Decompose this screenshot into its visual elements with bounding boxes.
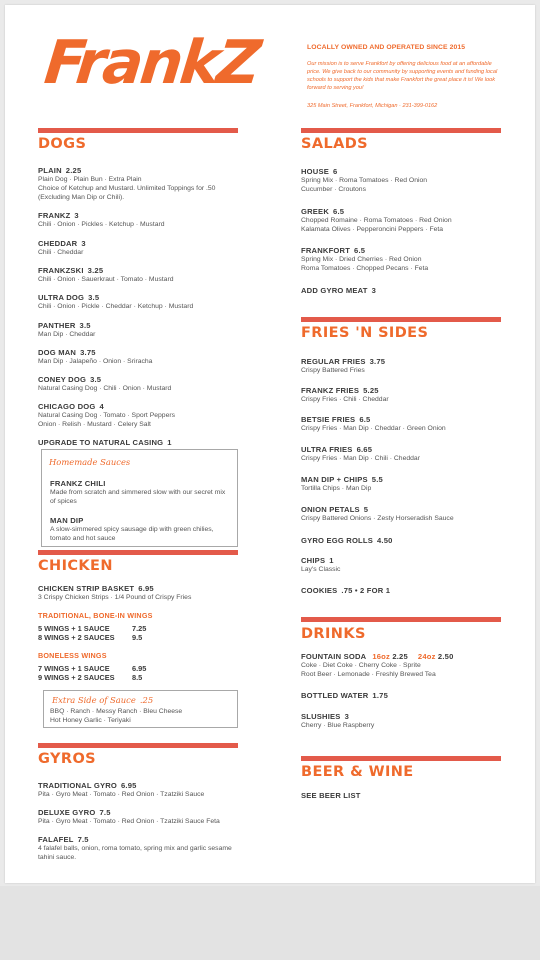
- menu-item-frankz-fries: [301, 386, 506, 405]
- item-desc: Natural Casing Dog · Chili · Onion · Mustard: [38, 385, 172, 392]
- item-price: 1.75: [372, 691, 389, 700]
- item-price: 3: [371, 286, 377, 295]
- item-name: FALAFEL: [38, 835, 74, 844]
- item-name: FOUNTAIN SODA: [301, 652, 367, 661]
- wing-price: 8.5: [132, 673, 143, 682]
- menu-item-frankz-chili: [50, 479, 230, 507]
- section-title-drinks: DRINKS: [301, 626, 366, 642]
- menu-item-frankfort: [301, 246, 506, 274]
- item-name: TRADITIONAL GYRO: [38, 781, 117, 790]
- item-name: ULTRA FRIES: [301, 445, 353, 454]
- soda-price-24: 2.50: [437, 652, 454, 661]
- item-name: BETSIE FRIES: [301, 415, 356, 424]
- see-beer-list: [301, 791, 511, 800]
- item-name: HOUSE: [301, 167, 330, 176]
- menu-item-greek: [301, 207, 506, 235]
- item-name: ONION PETALS: [301, 505, 360, 514]
- item-name: ADD GYRO MEAT: [301, 286, 368, 295]
- item-price: 3: [81, 239, 86, 248]
- item-price: 6.95: [138, 584, 154, 593]
- menu-item-man-dip-chips: [301, 475, 506, 494]
- section-title-beer: BEER & WINE: [301, 764, 414, 780]
- extra-sauce-label: Extra Side of Sauce: [52, 695, 136, 705]
- item-price: 6.5: [354, 246, 366, 255]
- menu-item-gyro-egg-rolls: [301, 536, 506, 545]
- menu-item-ultra-fries: [301, 445, 506, 464]
- section-bar-dogs: [38, 128, 238, 133]
- wing-label: 8 WINGS + 2 SAUCES: [38, 633, 115, 642]
- wing-row: [38, 673, 143, 682]
- wing-label: 9 WINGS + 2 SAUCES: [38, 673, 115, 682]
- address-phone: 325 Main Street, Frankfort, Michigan · 231-399-0162: [307, 103, 438, 109]
- menu-item-upgrade-to-natural-casing: [38, 438, 243, 447]
- frankz-logo: FrankZ: [41, 28, 262, 98]
- item-desc: Man Dip · Jalapeño · Onion · Sriracha: [38, 358, 153, 365]
- menu-item-add-gyro-meat: [301, 286, 506, 295]
- item-price: 6: [333, 167, 338, 176]
- background-area: [0, 886, 540, 960]
- menu-item-regular-fries: [301, 357, 506, 376]
- menu-item-dog-man: [38, 348, 243, 367]
- item-price: 3.75: [369, 357, 386, 366]
- wing-label: 7 WINGS + 1 SAUCE: [38, 664, 110, 673]
- item-price: 5.25: [363, 386, 379, 395]
- item-desc: Plain Dog · Plain Bun · Extra Plain Choice of Ketchup and Mustard. Unlimited Toppings for .50 (Excluding Man Dip or Chili).: [38, 176, 216, 201]
- extra-sauce-desc: BBQ · Ranch · Messy Ranch · Bleu Cheese Hot Honey Garlic · Teriyaki: [50, 708, 183, 724]
- menu-item-frankz: [38, 211, 243, 230]
- item-price: 6.5: [333, 207, 345, 216]
- menu-item-chips: [301, 556, 506, 575]
- item-price: 7.5: [77, 835, 89, 844]
- menu-item-cheddar: [38, 239, 243, 258]
- item-price: 3.5: [88, 293, 100, 302]
- extra-sauce-title: [52, 695, 153, 705]
- section-title-dogs: DOGS: [38, 136, 87, 152]
- menu-item-panther: [38, 321, 243, 340]
- item-desc: Cherry · Blue Raspberry: [301, 722, 375, 729]
- item-desc: Chili · Onion · Pickle · Cheddar · Ketchup · Mustard: [38, 303, 194, 310]
- traditional-wings-title: TRADITIONAL, BONE-IN WINGS: [38, 611, 153, 620]
- item-price: 3.75: [80, 348, 96, 357]
- section-bar-chicken: [38, 550, 238, 555]
- menu-page: [5, 5, 535, 883]
- item-desc: Spring Mix · Roma Tomatoes · Red Onion Cucumber · Croutons: [301, 177, 428, 193]
- item-desc: Crispy Fries · Chili · Cheddar: [301, 396, 389, 403]
- soda-size-24: 24oz: [417, 652, 436, 661]
- section-bar-beer: [301, 756, 501, 761]
- item-name: FRANKFORT: [301, 246, 351, 255]
- item-name: CONEY DOG: [38, 375, 87, 384]
- menu-item-onion-petals: [301, 505, 506, 524]
- item-price: 3.5: [90, 375, 102, 384]
- item-desc: Chili · Onion · Sauerkraut · Tomato · Mustard: [38, 276, 174, 283]
- item-name: FRANKZ FRIES: [301, 386, 360, 395]
- menu-item-chicago-dog: [38, 402, 243, 430]
- item-name: DELUXE GYRO: [38, 808, 96, 817]
- item-price: 2.25: [65, 166, 82, 175]
- item-price: 7.5: [99, 808, 111, 817]
- item-name: FRANKZSKI: [38, 266, 84, 275]
- item-desc: Crispy Battered Fries: [301, 367, 365, 374]
- item-price: 6.5: [359, 415, 371, 424]
- menu-item-bottled-water: [301, 691, 511, 700]
- menu-item-betsie-fries: [301, 415, 506, 434]
- item-desc: Tortilla Chips · Man Dip: [301, 485, 372, 492]
- item-desc: Coke · Diet Coke · Cherry Coke · Sprite Root Beer · Lemonade · Freshly Brewed Tea: [301, 662, 436, 678]
- item-price: 4: [99, 402, 104, 411]
- section-title-fries: FRIES 'N SIDES: [301, 325, 429, 341]
- menu-item-deluxe-gyro: [38, 808, 243, 827]
- wing-row: [38, 664, 147, 673]
- wing-row: [38, 633, 143, 642]
- item-name: PANTHER: [38, 321, 76, 330]
- item-desc: Chopped Romaine · Roma Tomatoes · Red Onion Kalamata Olives · Pepperoncini Peppers · Feta: [301, 217, 452, 233]
- item-price: 6.65: [356, 445, 373, 454]
- item-desc: 4 falafel balls, onion, roma tomato, spring mix and garlic sesame tahini sauce.: [38, 845, 232, 861]
- item-desc: Spring Mix · Dried Cherries · Red Onion Roma Tomatoes · Chopped Pecans · Feta: [301, 256, 429, 272]
- menu-item-ultra-dog: [38, 293, 243, 312]
- soda-size-16: 16oz: [372, 652, 391, 661]
- wing-price: 9.5: [132, 633, 143, 642]
- item-name: FRANKZ CHILI: [50, 479, 106, 488]
- wing-label: 5 WINGS + 1 SAUCE: [38, 624, 110, 633]
- section-title-salads: SALADS: [301, 136, 369, 152]
- boneless-wings-title: BONELESS WINGS: [38, 651, 107, 660]
- menu-item-cookies: [301, 586, 506, 595]
- wing-row: [38, 624, 147, 633]
- item-price: 3: [74, 211, 79, 220]
- item-name: SLUSHIES: [301, 712, 341, 721]
- item-name: ULTRA DOG: [38, 293, 85, 302]
- item-price: .75 • 2 FOR 1: [341, 586, 391, 595]
- menu-item-traditional-gyro: [38, 781, 243, 800]
- menu-item-man-dip: [50, 516, 230, 544]
- item-desc: Lay's Classic: [301, 566, 341, 573]
- wing-price: 7.25: [132, 624, 147, 633]
- menu-item-plain: [38, 166, 243, 203]
- item-name: REGULAR FRIES: [301, 357, 366, 366]
- item-name: CHICKEN STRIP BASKET: [38, 584, 135, 593]
- menu-item-falafel: [38, 835, 243, 863]
- menu-item-slushies: [301, 712, 511, 731]
- item-desc: Pita · Gyro Meat · Tomato · Red Onion · Tzatziki Sauce Feta: [38, 818, 220, 825]
- item-name: COOKIES: [301, 586, 338, 595]
- mission-statement: Our mission is to serve Frankfort by offering delicious food at an affordable price. We give back to our community by supporting events and funding local schools to support the kids that make Frankfort the great place it is! We look forward to serving you!: [307, 61, 498, 92]
- item-desc: Pita · Gyro Meat · Tomato · Red Onion · Tzatziki Sauce: [38, 791, 205, 798]
- item-price: 3.25: [87, 266, 104, 275]
- item-name: PLAIN: [38, 166, 62, 175]
- item-desc: 3 Crispy Chicken Strips · 1/4 Pound of Crispy Fries: [38, 594, 192, 601]
- item-name: GYRO EGG ROLLS: [301, 536, 373, 545]
- item-price: 1: [167, 438, 172, 447]
- item-price: 5.5: [371, 475, 383, 484]
- section-title-gyros: GYROS: [38, 751, 97, 767]
- item-desc: Made from scratch and simmered slow with our secret mix of spices: [50, 489, 226, 505]
- menu-item-chicken-strip-basket: [38, 584, 248, 603]
- section-bar-gyros: [38, 743, 238, 748]
- item-name: CHIPS: [301, 556, 326, 565]
- item-desc: Crispy Fries · Man Dip · Chili · Cheddar: [301, 455, 420, 462]
- section-bar-fries: [301, 317, 501, 322]
- item-name: GREEK: [301, 207, 330, 216]
- item-price: 6.95: [121, 781, 137, 790]
- item-desc: Chili · Cheddar: [38, 249, 84, 256]
- homemade-sauces-title: Homemade Sauces: [49, 457, 131, 467]
- item-desc: Chili · Onion · Pickles · Ketchup · Mustard: [38, 221, 165, 228]
- item-price: 4.50: [377, 536, 393, 545]
- menu-item-house: [301, 167, 506, 195]
- see-beer-list-label: SEE BEER LIST: [301, 791, 361, 800]
- item-name: MAN DIP + CHIPS: [301, 475, 368, 484]
- item-name: UPGRADE TO NATURAL CASING: [38, 438, 164, 447]
- item-desc: Natural Casing Dog · Tomato · Sport Peppers Onion · Relish · Mustard · Celery Salt: [38, 412, 176, 428]
- item-price: 1: [329, 556, 334, 565]
- item-name: DOG MAN: [38, 348, 77, 357]
- section-bar-salads: [301, 128, 501, 133]
- section-title-chicken: CHICKEN: [38, 558, 113, 574]
- section-bar-drinks: [301, 617, 501, 622]
- item-price: 3.5: [79, 321, 91, 330]
- menu-item-frankzski: [38, 266, 243, 285]
- wing-price: 6.95: [132, 664, 147, 673]
- item-name: MAN DIP: [50, 516, 84, 525]
- item-desc: Man Dip · Cheddar: [38, 331, 96, 338]
- soda-price-16: 2.25: [392, 652, 408, 661]
- item-name: CHICAGO DOG: [38, 402, 96, 411]
- item-desc: Crispy Battered Onions · Zesty Horseradish Sauce: [301, 515, 454, 522]
- extra-sauce-price: .25: [139, 695, 154, 705]
- item-desc: Crispy Fries · Man Dip · Cheddar · Green Onion: [301, 425, 446, 432]
- menu-item-fountain-soda: [301, 652, 511, 680]
- item-name: FRANKZ: [38, 211, 71, 220]
- item-price: 5: [363, 505, 369, 514]
- item-desc: A slow-simmered spicy sausage dip with green chilies, tomato and hot sauce: [50, 526, 214, 542]
- tagline: LOCALLY OWNED AND OPERATED SINCE 2015: [307, 44, 466, 51]
- item-name: CHEDDAR: [38, 239, 78, 248]
- item-price: 3: [344, 712, 350, 721]
- item-name: BOTTLED WATER: [301, 691, 369, 700]
- menu-item-coney-dog: [38, 375, 243, 394]
